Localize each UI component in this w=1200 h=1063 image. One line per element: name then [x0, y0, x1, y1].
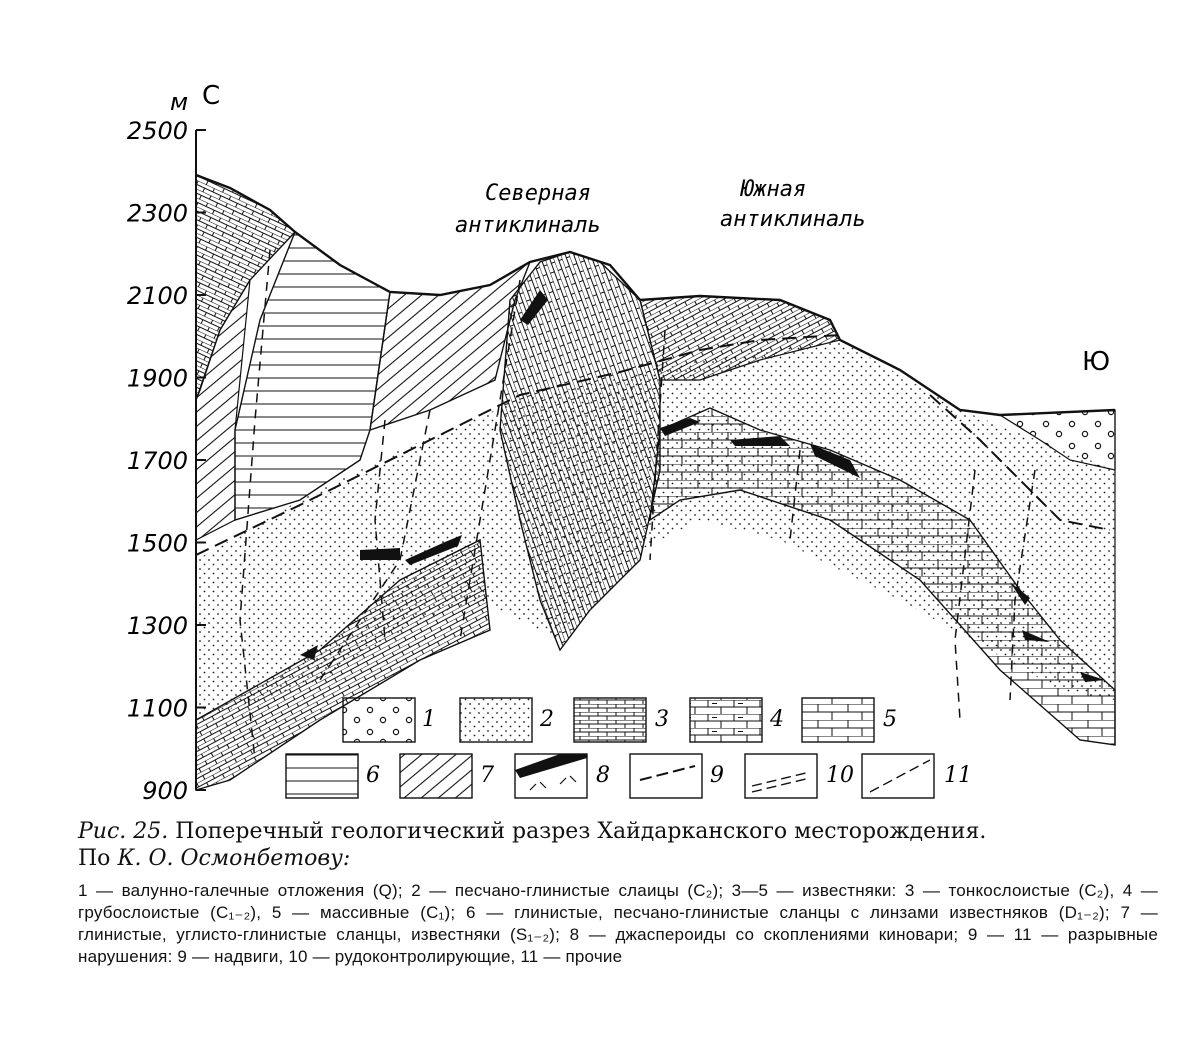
- legend-number: 1: [422, 707, 436, 732]
- section-body: [196, 175, 1115, 790]
- axis-tick-label: 900: [142, 777, 188, 805]
- axis-tick-label: 1300: [126, 612, 188, 640]
- south-anticline-label-1: Южная: [740, 177, 807, 202]
- caption-author-prefix: По: [78, 846, 111, 871]
- legend-swatch-pebbles: [343, 698, 415, 742]
- legend-item: [745, 754, 854, 798]
- figure-number: Рис. 25.: [78, 819, 169, 844]
- legend-swatch-other-fault: [862, 754, 934, 798]
- axis-ticks: [127, 117, 206, 805]
- axis-tick-label: 1100: [126, 694, 188, 723]
- legend-item: [400, 754, 494, 798]
- caption-explanation: [78, 880, 1158, 968]
- legend-item: [862, 754, 972, 798]
- caption-title: [78, 818, 1158, 872]
- legend-number: 7: [480, 763, 494, 788]
- legend-number: 6: [366, 763, 380, 788]
- legend-number: 11: [944, 763, 972, 788]
- caption-explanation-text: 1 — валунно-галечные отложения (Q); 2 — песчано-глинистые слаицы (C₂); 3—5 — известняки: 3 — тонкослоистые (C₂), 4 — грубослоистые (C₁₋₂), 5 — массивные (C₁); 6 — глинистые, песчано-глинистые сланцы с линзами известняков (D₁₋₂); 7 — глинистые, углисто-глинистые сланцы, известняки (S₁₋₂); 8 — джаспероиды со скоплениями киновари; 9 — 11 — разрывные нарушения: 9 — надвиги, 10 — рудоконтролирующие, 11 — прочие: [78, 881, 1158, 966]
- legend-swatch-coarse-limestone: [690, 698, 762, 742]
- axis-unit: м: [170, 88, 189, 116]
- legend-number: 3: [655, 707, 669, 732]
- legend-item: [286, 754, 380, 798]
- jasperoid-lens: [360, 548, 400, 560]
- axis-tick-label: 1900: [126, 364, 188, 393]
- legend-swatch-sandy-shale: [460, 698, 532, 742]
- legend-number: 4: [770, 707, 784, 732]
- legend-swatch-thin-limestone: [574, 698, 646, 742]
- legend-number: 2: [540, 707, 554, 732]
- caption-author: К. О. Осмонбетову:: [117, 846, 351, 871]
- north-direction-label: С: [202, 81, 221, 111]
- caption-title-text: Поперечный геологический разрез Хайдарканского месторождения.: [175, 819, 987, 844]
- legend-item: [460, 698, 554, 742]
- legend-item: [630, 754, 724, 798]
- legend-number: 5: [883, 707, 897, 732]
- legend-item: [690, 698, 784, 742]
- north-anticline-label-2: антиклиналь: [455, 213, 601, 238]
- legend-item: [343, 698, 436, 742]
- north-anticline-label-1: Северная: [485, 181, 591, 206]
- south-anticline-label-2: антиклиналь: [720, 207, 866, 232]
- axis-tick-label: 2500: [126, 117, 188, 145]
- legend-number: 9: [710, 763, 724, 788]
- legend-item: [802, 698, 897, 742]
- legend-item: [574, 698, 669, 742]
- figure-caption: [78, 818, 1158, 968]
- legend-swatch-massive-limestone: [802, 698, 874, 742]
- legend-number: 10: [826, 763, 854, 788]
- legend-swatch-carbonaceous-shale: [400, 754, 472, 798]
- legend-item: [515, 754, 610, 798]
- south-direction-label: Ю: [1082, 347, 1111, 377]
- axis-tick-label: 1500: [126, 529, 188, 558]
- legend-swatch-thrust: [630, 754, 702, 798]
- legend-swatch-clay-shale: [286, 754, 358, 798]
- axis-tick-label: 1700: [126, 447, 188, 475]
- legend-number: 8: [596, 763, 610, 788]
- legend: [286, 698, 972, 798]
- axis-tick-label: 2300: [126, 199, 188, 228]
- axis-tick-label: 2100: [126, 282, 188, 310]
